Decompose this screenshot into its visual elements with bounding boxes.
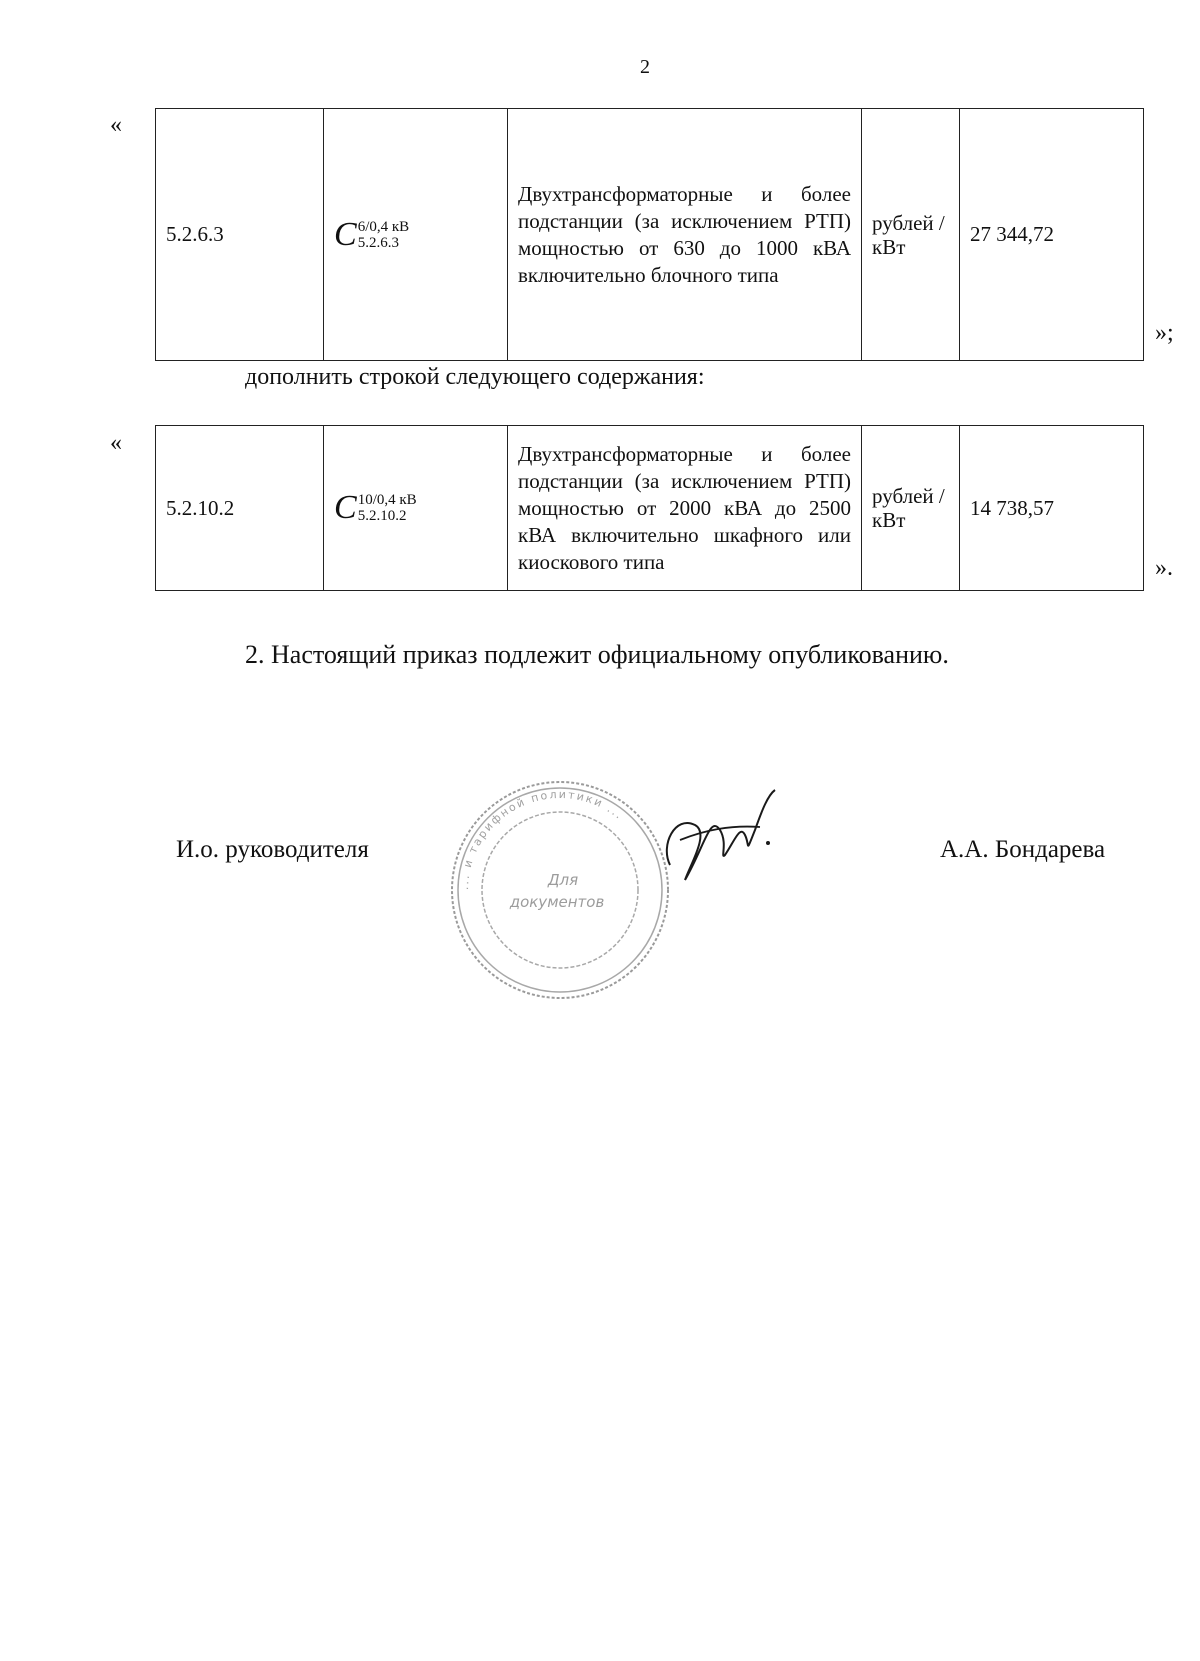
rate-symbol-cell [324, 109, 508, 361]
official-stamp [445, 775, 675, 1005]
item-2-paragraph: 2. Настоящий приказ подлежит официальному опубликованию. [245, 640, 949, 669]
rate-symbol-subscript: 5.2.10.2 [357, 508, 407, 524]
rate-symbol-base: C [334, 489, 357, 526]
amendment-heading: дополнить строкой следующего содержания: [245, 364, 705, 390]
svg-text:документов: документов [509, 893, 605, 911]
stamp-ring-text: ... и тарифной политики ... [457, 787, 627, 891]
row-unit: рублей /кВт [862, 109, 960, 361]
rate-symbol [334, 491, 417, 525]
rate-symbol-subscript: 5.2.6.3 [357, 234, 399, 251]
rate-symbol-cell [324, 426, 508, 591]
row-code: 5.2.6.3 [156, 109, 324, 361]
rate-symbol [334, 215, 410, 253]
row-value: 14 738,57 [960, 426, 1144, 591]
handwritten-signature [650, 785, 780, 895]
tariff-table-row-1 [155, 108, 1144, 361]
row-unit: рублей /кВт [862, 426, 960, 591]
rate-symbol-superscript: 10/0,4 кВ [357, 492, 417, 508]
row-value: 27 344,72 [960, 109, 1144, 361]
close-quote: ». [1155, 555, 1173, 581]
open-quote: « [110, 430, 122, 456]
tariff-table-row-2 [155, 425, 1144, 591]
table-row [156, 426, 1144, 591]
rate-symbol-base: C [334, 215, 357, 253]
rate-symbol-superscript: 6/0,4 кВ [357, 218, 410, 235]
row-code: 5.2.10.2 [156, 426, 324, 591]
close-quote: »; [1155, 320, 1174, 346]
page-number: 2 [640, 56, 650, 78]
signatory-role: И.о. руководителя [176, 836, 369, 863]
signatory-name: А.А. Бондарева [940, 836, 1106, 863]
open-quote: « [110, 112, 122, 138]
row-description: Двухтрансформаторные и более подстанции (за исключением РТП) мощностью от 630 до 1000 кВА включительно блочного типа [508, 109, 862, 361]
svg-text:Для: Для [547, 871, 579, 889]
row-description: Двухтрансформаторные и более подстанции (за исключением РТП) мощностью от 2000 кВА до 2500 кВА включительно шкафного или киоскового типа [508, 426, 862, 591]
table-row [156, 109, 1144, 361]
